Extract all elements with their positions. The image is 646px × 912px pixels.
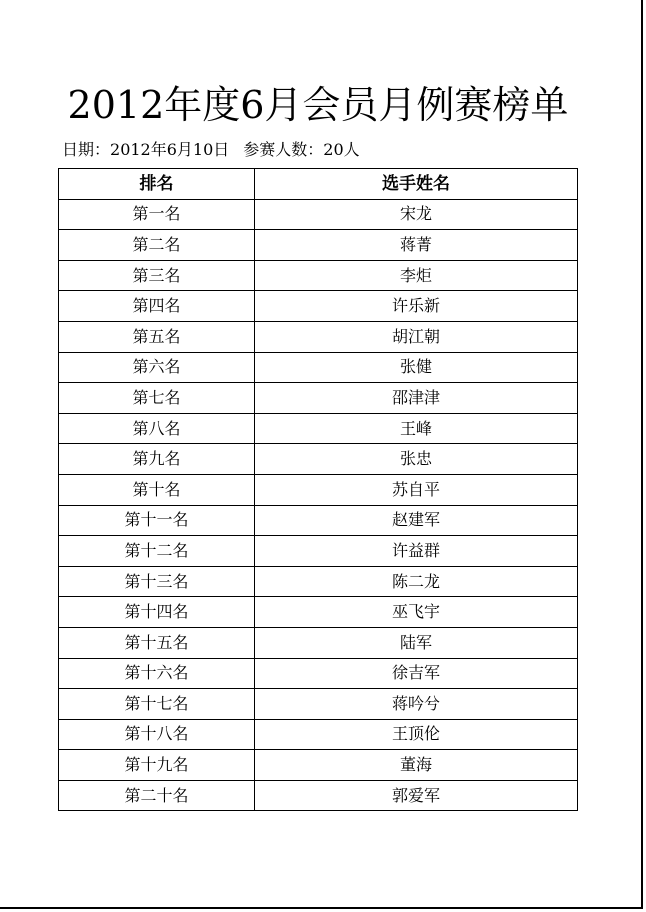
rank-cell: 第六名: [59, 352, 255, 383]
table-row: [59, 566, 578, 597]
player-name-cell: 王顶伦: [255, 719, 578, 750]
table-body: [59, 199, 578, 811]
rank-cell: 第十四名: [59, 597, 255, 628]
rank-cell: 第七名: [59, 383, 255, 414]
table-row: [59, 474, 578, 505]
rank-cell: 第十七名: [59, 689, 255, 720]
table-row: [59, 780, 578, 811]
player-name-cell: 许益群: [255, 536, 578, 567]
player-name-cell: 郭爱军: [255, 780, 578, 811]
table-header-row: [59, 169, 578, 200]
table-row: [59, 750, 578, 781]
table-row: [59, 719, 578, 750]
player-name-cell: 苏自平: [255, 474, 578, 505]
player-name-cell: 陆军: [255, 627, 578, 658]
rank-cell: 第八名: [59, 413, 255, 444]
table-row: [59, 383, 578, 414]
table-row: [59, 689, 578, 720]
table-row: [59, 505, 578, 536]
table-row: [59, 352, 578, 383]
rank-cell: 第十五名: [59, 627, 255, 658]
table-row: [59, 444, 578, 475]
player-name-cell: 陈二龙: [255, 566, 578, 597]
player-name-cell: 张忠: [255, 444, 578, 475]
rank-cell: 第一名: [59, 199, 255, 230]
table-row: [59, 658, 578, 689]
table-row: [59, 627, 578, 658]
date-label: 日期：: [62, 140, 111, 159]
player-name-cell: 蒋菁: [255, 230, 578, 261]
rank-cell: 第十九名: [59, 750, 255, 781]
player-name-cell: 蒋吟兮: [255, 689, 578, 720]
player-name-cell: 王峰: [255, 413, 578, 444]
player-name-cell: 董海: [255, 750, 578, 781]
meta-line: [62, 138, 360, 162]
date-value: 2012年6月10日: [110, 140, 230, 159]
rank-cell: 第十二名: [59, 536, 255, 567]
rank-cell: 第二十名: [59, 780, 255, 811]
page-title: 2012年度6月会员月例赛榜单: [67, 83, 569, 127]
table-row: [59, 536, 578, 567]
player-name-cell: 李炬: [255, 260, 578, 291]
player-name-cell: 徐吉军: [255, 658, 578, 689]
player-name-cell: 许乐新: [255, 291, 578, 322]
table-row: [59, 597, 578, 628]
rank-cell: 第十名: [59, 474, 255, 505]
player-name-cell: 张健: [255, 352, 578, 383]
table-row: [59, 230, 578, 261]
table-row: [59, 199, 578, 230]
rank-cell: 第三名: [59, 260, 255, 291]
ranking-table: [58, 168, 578, 811]
column-header-rank: 排名: [59, 169, 255, 200]
player-name-cell: 巫飞宇: [255, 597, 578, 628]
player-name-cell: 邵津津: [255, 383, 578, 414]
rank-cell: 第十三名: [59, 566, 255, 597]
rank-cell: 第五名: [59, 321, 255, 352]
participants-label: 参赛人数：: [243, 140, 324, 159]
table-row: [59, 321, 578, 352]
rank-cell: 第四名: [59, 291, 255, 322]
player-name-cell: 宋龙: [255, 199, 578, 230]
rank-cell: 第十一名: [59, 505, 255, 536]
column-header-name: 选手姓名: [255, 169, 578, 200]
table-row: [59, 291, 578, 322]
table-row: [59, 413, 578, 444]
player-name-cell: 胡江朝: [255, 321, 578, 352]
player-name-cell: 赵建军: [255, 505, 578, 536]
rank-cell: 第二名: [59, 230, 255, 261]
rank-cell: 第九名: [59, 444, 255, 475]
rank-cell: 第十八名: [59, 719, 255, 750]
rank-cell: 第十六名: [59, 658, 255, 689]
participants-value: 20人: [323, 140, 360, 159]
table-row: [59, 260, 578, 291]
